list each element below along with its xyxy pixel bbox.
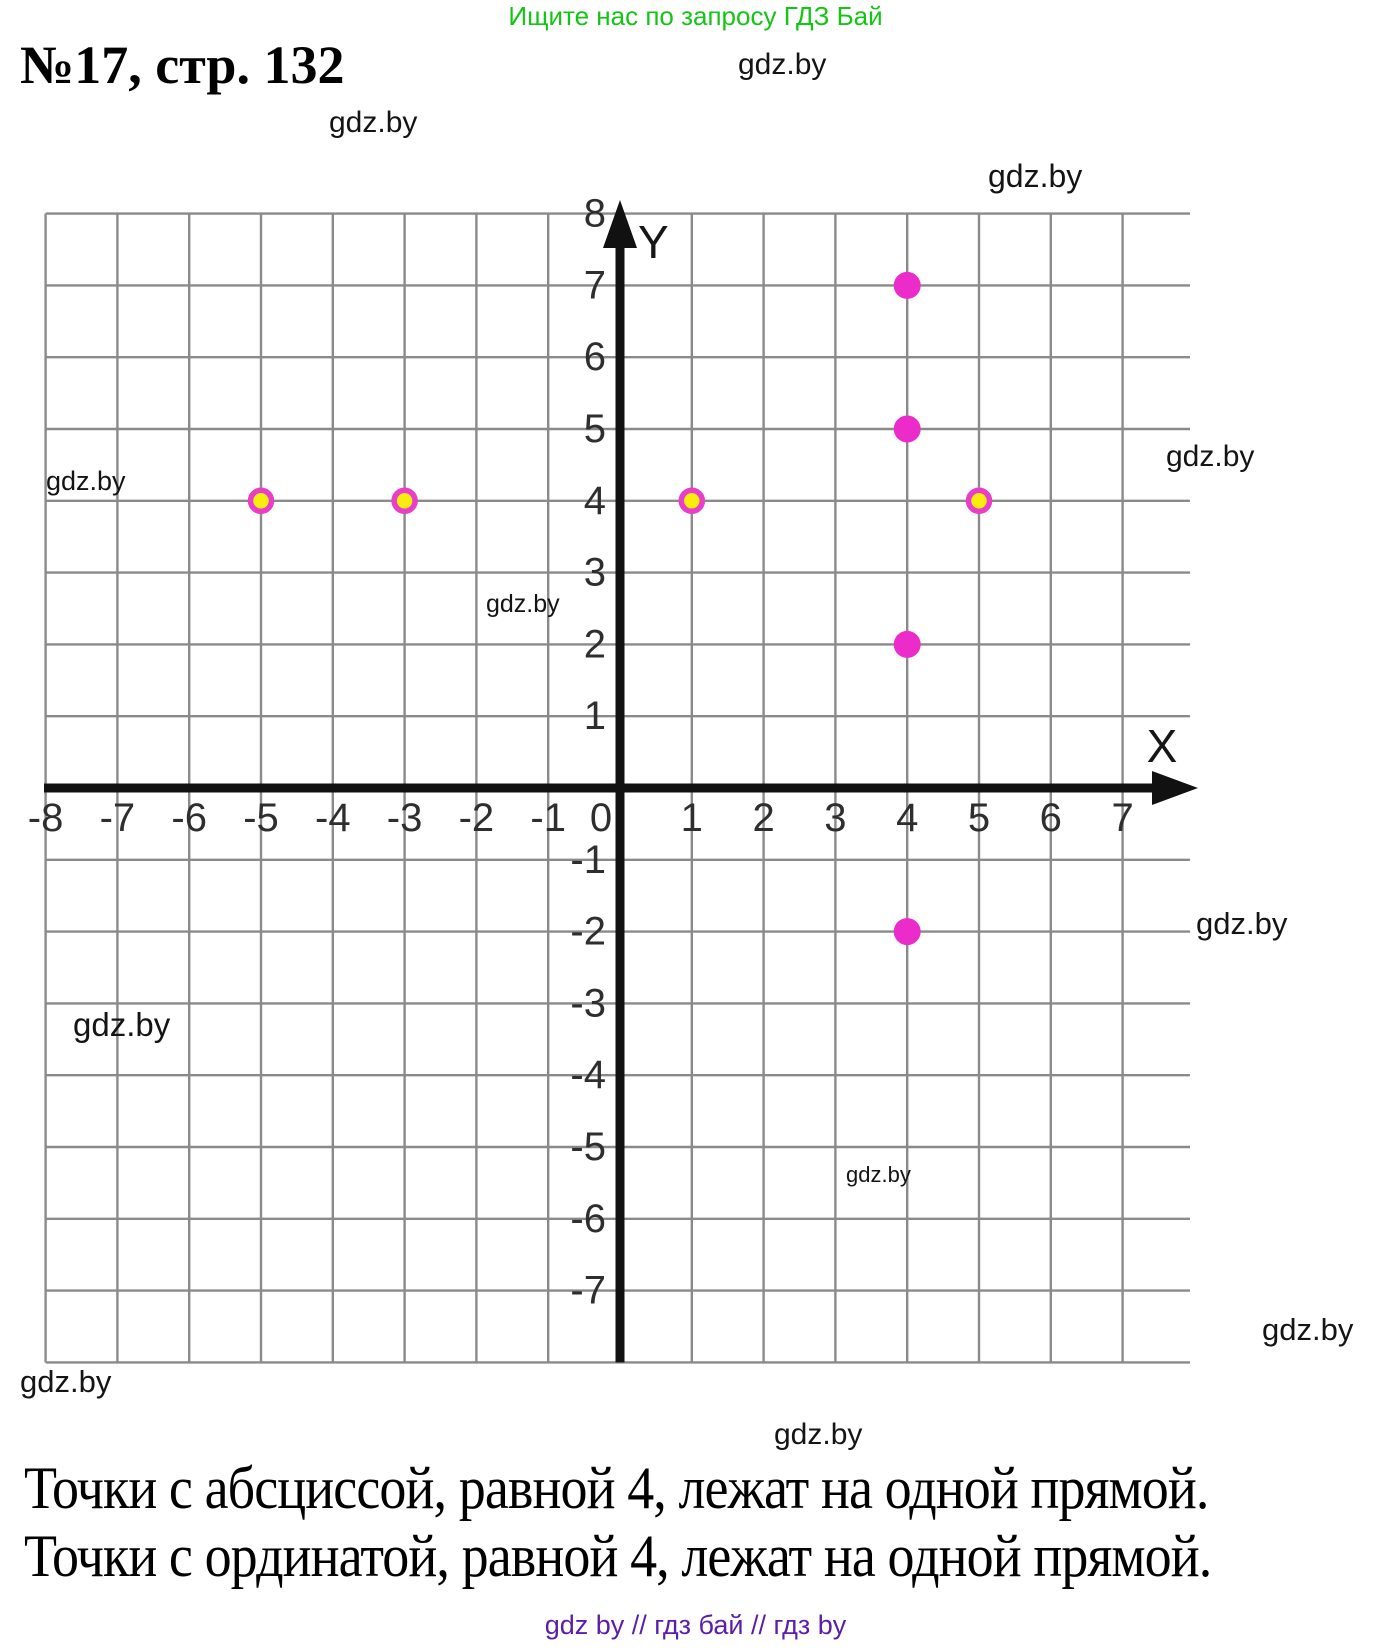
- answer-line-1: Точки с абсциссой, равной 4, лежат на одной прямой.: [24, 1455, 1209, 1521]
- x-tick-label: -2: [458, 796, 495, 840]
- y-axis-label: Y: [638, 216, 669, 268]
- y-tick-label: -1: [570, 837, 606, 882]
- x-axis-label: X: [1146, 720, 1178, 772]
- watermark: gdz.by: [988, 158, 1083, 194]
- x-tick-label: -1: [530, 796, 566, 840]
- y-tick-label: -4: [570, 1053, 606, 1098]
- point-points-with-abscissa-4: [894, 416, 921, 443]
- watermark: gdz.by: [1196, 906, 1288, 941]
- watermark: gdz.by: [846, 1162, 911, 1187]
- page-title: №17, стр. 132: [20, 35, 345, 95]
- x-tick-label: -7: [99, 796, 136, 840]
- watermark: gdz.by: [1262, 1312, 1354, 1347]
- tick-labels: [28, 192, 1134, 1313]
- answer-line-2: Точки с ординатой, равной 4, лежат на одной прямой.: [24, 1523, 1212, 1589]
- y-tick-label: 8: [583, 191, 606, 236]
- point-points-with-abscissa-4: [894, 631, 921, 658]
- x-tick-label: 6: [1039, 796, 1062, 840]
- watermark: gdz.by: [1166, 440, 1255, 473]
- y-tick-label: 7: [583, 263, 606, 308]
- point-points-with-abscissa-4: [894, 272, 921, 299]
- point-points-with-ordinate-4: [251, 490, 272, 511]
- x-tick-label: -6: [171, 796, 207, 840]
- point-points-with-ordinate-4: [969, 490, 990, 511]
- x-tick-label: 0: [589, 796, 613, 840]
- y-tick-label: -2: [570, 909, 606, 954]
- x-axis-arrow-icon: [1152, 771, 1198, 805]
- watermark: gdz.by: [73, 1006, 171, 1043]
- y-tick-label: -5: [570, 1125, 606, 1169]
- x-tick-label: -8: [27, 796, 64, 840]
- footer-links: gdz by // гдз бай // гдз by: [544, 1610, 847, 1640]
- x-tick-label: -5: [243, 796, 279, 840]
- watermark: gdz.by: [486, 590, 560, 618]
- watermark: gdz.by: [738, 48, 827, 81]
- y-tick-label: -6: [570, 1196, 606, 1241]
- point-points-with-ordinate-4: [681, 490, 702, 511]
- x-tick-label: 4: [896, 796, 919, 840]
- y-tick-label: 6: [583, 335, 606, 380]
- y-tick-label: 1: [583, 694, 606, 739]
- x-tick-label: 7: [1111, 796, 1134, 840]
- x-tick-label: 2: [752, 796, 775, 840]
- watermark: gdz.by: [774, 1418, 863, 1451]
- y-tick-label: 4: [583, 478, 606, 523]
- x-tick-label: 3: [824, 796, 847, 840]
- y-axis-arrow-icon: [603, 200, 637, 248]
- header-note: Ищите нас по запросу ГДЗ Бай: [508, 1, 883, 31]
- x-tick-label: -3: [386, 796, 423, 840]
- y-tick-label: 2: [583, 622, 606, 667]
- y-tick-label: 5: [583, 407, 606, 451]
- y-tick-label: 3: [583, 550, 606, 595]
- y-tick-label: -3: [570, 981, 606, 1026]
- watermark: gdz.by: [46, 466, 126, 496]
- point-points-with-ordinate-4: [394, 490, 415, 511]
- y-tick-label: -7: [570, 1268, 606, 1313]
- axes: [44, 200, 1198, 1362]
- x-tick-label: -4: [315, 796, 351, 840]
- watermark: gdz.by: [329, 106, 418, 139]
- x-tick-label: 5: [967, 796, 991, 840]
- watermark: gdz.by: [20, 1364, 112, 1399]
- point-points-with-abscissa-4: [894, 918, 921, 945]
- x-tick-label: 1: [680, 796, 703, 840]
